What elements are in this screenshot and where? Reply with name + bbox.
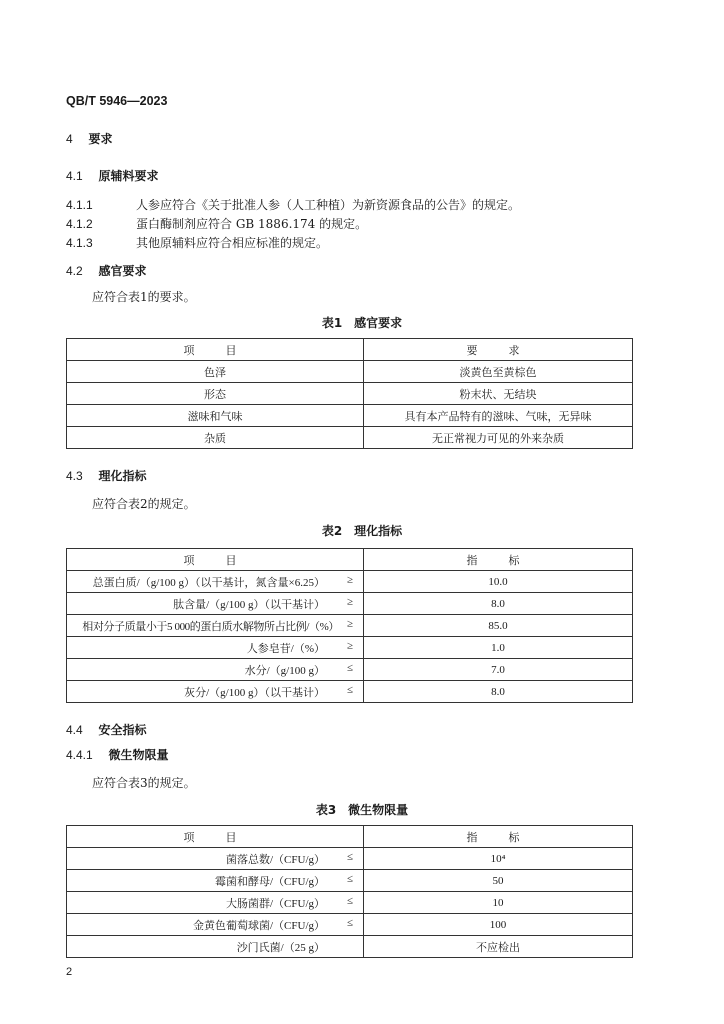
section-number: 4 xyxy=(66,132,73,146)
section-4-3-heading: 4.3 理化指标 xyxy=(66,469,147,483)
section-4-4-1-body: 应符合表3的规定。 xyxy=(92,776,196,790)
table-row: 肽含量/（g/100 g）（以干基计） ≥ 8.0 xyxy=(67,593,633,615)
table-row: 总蛋白质/（g/100 g）（以干基计，氮含量×6.25） ≥ 10.0 xyxy=(67,571,633,593)
clause-4-1-3: 4.1.3 其他原辅料应符合相应标准的规定。 xyxy=(66,236,329,250)
section-number: 4.1 xyxy=(66,169,83,183)
table-row: 沙门氏菌/（25 g） 不应检出 xyxy=(67,936,633,958)
section-4-2-body: 应符合表1的要求。 xyxy=(92,290,196,304)
table-row: 相对分子质量小于5 000的蛋白质水解物所占比例/（%） ≥ 85.0 xyxy=(67,615,633,637)
section-4-3-body: 应符合表2的规定。 xyxy=(92,497,196,511)
table-header: 项 目 xyxy=(67,339,364,361)
table-row: 滋味和气味 具有本产品特有的滋味、气味，无异味 xyxy=(67,405,633,427)
table-header-row xyxy=(67,339,633,361)
table-row: 人参皂苷/（%） ≥ 1.0 xyxy=(67,637,633,659)
table-header-row xyxy=(67,826,633,848)
table1-sensory xyxy=(66,338,633,449)
table-header: 指 标 xyxy=(364,549,633,571)
table-header-row xyxy=(67,549,633,571)
table-row: 杂质 无正常视力可见的外来杂质 xyxy=(67,427,633,449)
section-4-1-heading xyxy=(66,167,159,184)
table-row: 菌落总数/（CFU/g） ≤ 10⁴ xyxy=(67,848,633,870)
table3-caption: 表3 微生物限量 xyxy=(315,803,409,817)
table-header: 项 目 xyxy=(67,549,364,571)
section-title: 要求 xyxy=(88,132,113,146)
page-number: 2 xyxy=(66,966,73,978)
standard-number: QB/T 5946—2023 xyxy=(66,94,168,108)
table1-caption: 表1 感官要求 xyxy=(321,316,403,330)
table-header: 指 标 xyxy=(364,826,633,848)
table-row: 灰分/（g/100 g）（以干基计） ≤ 8.0 xyxy=(67,681,633,703)
clause-4-1-1: 4.1.1 人参应符合《关于批准人参（人工种植）为新资源食品的公告》的规定。 xyxy=(66,198,521,212)
section-4-4-1-heading: 4.4.1 微生物限量 xyxy=(66,748,169,762)
section-4-heading xyxy=(66,130,113,147)
table-row: 大肠菌群/（CFU/g） ≤ 10 xyxy=(67,892,633,914)
table-header: 项 目 xyxy=(67,826,364,848)
table-row: 水分/（g/100 g） ≤ 7.0 xyxy=(67,659,633,681)
table-row: 形态 粉末状、无结块 xyxy=(67,383,633,405)
table-row: 金黄色葡萄球菌/（CFU/g） ≤ 100 xyxy=(67,914,633,936)
section-4-2-heading: 4.2 感官要求 xyxy=(66,264,147,278)
table3-microbial xyxy=(66,825,633,958)
table-row: 霉菌和酵母/（CFU/g） ≤ 50 xyxy=(67,870,633,892)
section-4-4-heading: 4.4 安全指标 xyxy=(66,723,147,737)
section-title: 原辅料要求 xyxy=(98,169,159,183)
table-row: 色泽 淡黄色至黄棕色 xyxy=(67,361,633,383)
clause-4-1-2: 4.1.2 蛋白酶制剂应符合 GB 1886.174 的规定。 xyxy=(66,217,368,231)
table-header: 要 求 xyxy=(364,339,633,361)
table2-caption: 表2 理化指标 xyxy=(321,524,403,538)
table2-physicochemical xyxy=(66,548,633,703)
